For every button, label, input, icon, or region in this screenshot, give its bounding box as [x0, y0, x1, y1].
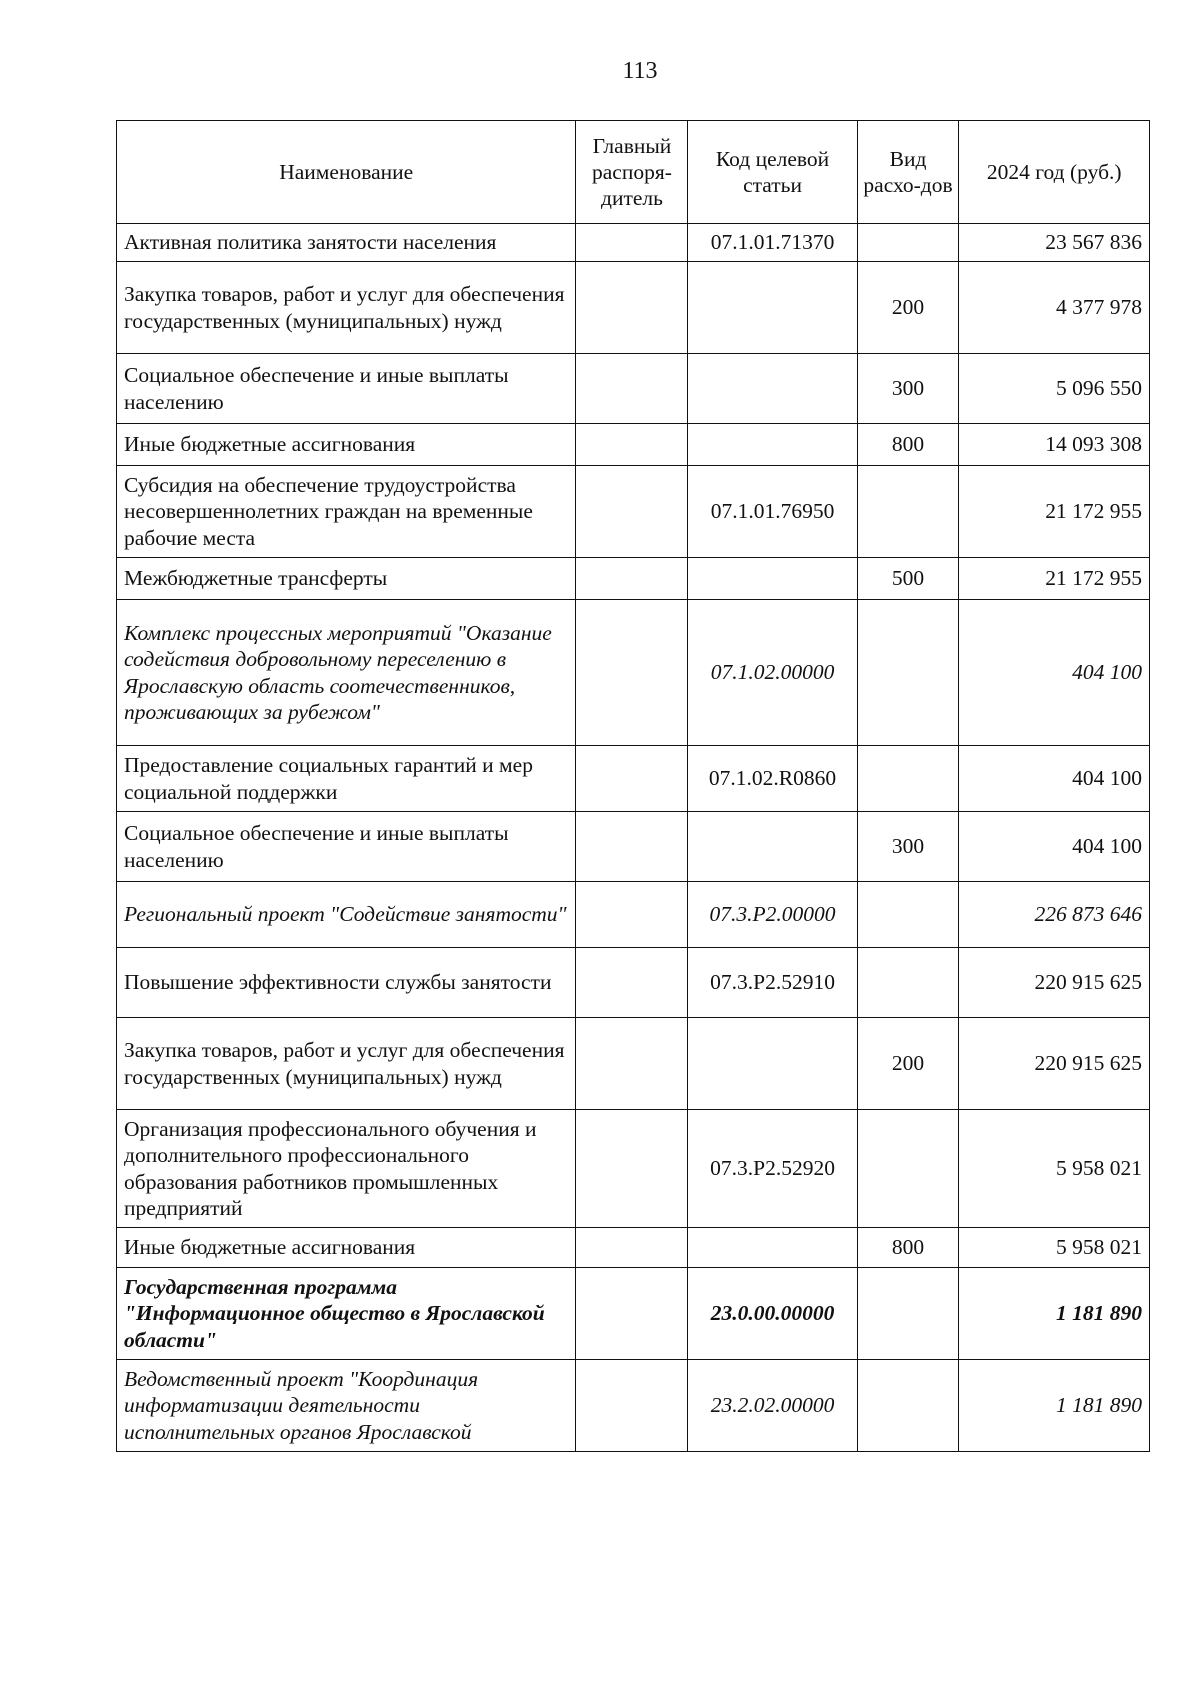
cell-amount: 404 100 — [959, 812, 1150, 882]
table-row — [117, 1110, 1150, 1228]
cell-kind — [857, 466, 959, 558]
cell-name: Повышение эффективности службы занятости — [117, 948, 576, 1018]
table-row — [117, 1018, 1150, 1110]
table-row — [117, 882, 1150, 948]
cell-manager — [576, 882, 688, 948]
budget-table — [116, 120, 1150, 1452]
cell-manager — [576, 1110, 688, 1228]
cell-name: Региональный проект "Содействие занятости" — [117, 882, 576, 948]
cell-code: 07.1.01.71370 — [688, 224, 857, 262]
col-header-code: Код целевой статьи — [688, 121, 857, 224]
table-row — [117, 262, 1150, 354]
cell-code — [688, 262, 857, 354]
table-row — [117, 812, 1150, 882]
cell-amount: 220 915 625 — [959, 1018, 1150, 1110]
cell-name: Иные бюджетные ассигнования — [117, 1228, 576, 1268]
cell-kind — [857, 882, 959, 948]
cell-amount: 220 915 625 — [959, 948, 1150, 1018]
cell-name: Активная политика занятости населения — [117, 224, 576, 262]
cell-amount: 14 093 308 — [959, 424, 1150, 466]
table-row — [117, 746, 1150, 812]
cell-kind: 200 — [857, 1018, 959, 1110]
table-row — [117, 1268, 1150, 1360]
cell-kind — [857, 746, 959, 812]
cell-amount: 23 567 836 — [959, 224, 1150, 262]
table-header-row — [117, 121, 1150, 224]
cell-kind: 200 — [857, 262, 959, 354]
col-header-name: Наименование — [117, 121, 576, 224]
cell-name: Межбюджетные трансферты — [117, 558, 576, 600]
table-row — [117, 466, 1150, 558]
cell-manager — [576, 262, 688, 354]
cell-name: Иные бюджетные ассигнования — [117, 424, 576, 466]
cell-kind: 300 — [857, 354, 959, 424]
cell-name: Закупка товаров, работ и услуг для обеспечения государственных (муниципальных) нужд — [117, 262, 576, 354]
cell-amount: 226 873 646 — [959, 882, 1150, 948]
cell-name: Социальное обеспечение и иные выплаты населению — [117, 354, 576, 424]
table-row — [117, 600, 1150, 746]
table-row — [117, 354, 1150, 424]
cell-name: Социальное обеспечение и иные выплаты населению — [117, 812, 576, 882]
cell-manager — [576, 746, 688, 812]
col-header-kind: Вид расхо-дов — [857, 121, 959, 224]
cell-manager — [576, 948, 688, 1018]
cell-code — [688, 812, 857, 882]
cell-code: 07.3.P2.52920 — [688, 1110, 857, 1228]
cell-manager — [576, 466, 688, 558]
cell-kind: 300 — [857, 812, 959, 882]
table-row — [117, 948, 1150, 1018]
cell-name: Ведомственный проект "Координация информатизации деятельности исполнительных органов Ярославской — [117, 1360, 576, 1452]
cell-code — [688, 1228, 857, 1268]
cell-amount: 21 172 955 — [959, 466, 1150, 558]
cell-kind — [857, 1110, 959, 1228]
cell-kind — [857, 948, 959, 1018]
cell-manager — [576, 558, 688, 600]
cell-kind: 800 — [857, 1228, 959, 1268]
col-header-manager: Главный распоря-дитель — [576, 121, 688, 224]
cell-code — [688, 1018, 857, 1110]
cell-kind: 500 — [857, 558, 959, 600]
cell-amount: 5 096 550 — [959, 354, 1150, 424]
cell-amount: 1 181 890 — [959, 1360, 1150, 1452]
cell-name: Субсидия на обеспечение трудоустройства несовершеннолетних граждан на временные рабочие места — [117, 466, 576, 558]
cell-code — [688, 424, 857, 466]
cell-name: Организация профессионального обучения и дополнительного профессионального образования работников промышленных предприятий — [117, 1110, 576, 1228]
cell-name: Комплекс процессных мероприятий "Оказание содействия добровольному переселению в Ярославскую область соотечественников, проживающих за рубежом" — [117, 600, 576, 746]
table-body — [117, 224, 1150, 1452]
table-row — [117, 1228, 1150, 1268]
cell-manager — [576, 812, 688, 882]
cell-manager — [576, 1268, 688, 1360]
cell-amount: 5 958 021 — [959, 1228, 1150, 1268]
cell-code: 07.1.02.00000 — [688, 600, 857, 746]
cell-code: 23.0.00.00000 — [688, 1268, 857, 1360]
cell-kind — [857, 1360, 959, 1452]
cell-code — [688, 558, 857, 600]
table-row — [117, 1360, 1150, 1452]
page-number: 113 — [622, 58, 658, 84]
cell-manager — [576, 600, 688, 746]
cell-code: 07.1.01.76950 — [688, 466, 857, 558]
cell-kind — [857, 600, 959, 746]
cell-code — [688, 354, 857, 424]
cell-code: 07.3.P2.52910 — [688, 948, 857, 1018]
cell-kind: 800 — [857, 424, 959, 466]
cell-name: Предоставление социальных гарантий и мер социальной поддержки — [117, 746, 576, 812]
cell-manager — [576, 424, 688, 466]
cell-manager — [576, 354, 688, 424]
cell-code: 07.3.P2.00000 — [688, 882, 857, 948]
cell-manager — [576, 1018, 688, 1110]
cell-code: 23.2.02.00000 — [688, 1360, 857, 1452]
cell-name: Государственная программа "Информационное общество в Ярославской области" — [117, 1268, 576, 1360]
cell-manager — [576, 1360, 688, 1452]
cell-amount: 404 100 — [959, 746, 1150, 812]
table-row — [117, 224, 1150, 262]
cell-amount: 1 181 890 — [959, 1268, 1150, 1360]
cell-kind — [857, 224, 959, 262]
cell-manager — [576, 224, 688, 262]
cell-amount: 404 100 — [959, 600, 1150, 746]
cell-name: Закупка товаров, работ и услуг для обеспечения государственных (муниципальных) нужд — [117, 1018, 576, 1110]
col-header-amount: 2024 год (руб.) — [959, 121, 1150, 224]
cell-amount: 5 958 021 — [959, 1110, 1150, 1228]
cell-kind — [857, 1268, 959, 1360]
table-row — [117, 558, 1150, 600]
cell-amount: 21 172 955 — [959, 558, 1150, 600]
table-row — [117, 424, 1150, 466]
cell-amount: 4 377 978 — [959, 262, 1150, 354]
cell-manager — [576, 1228, 688, 1268]
cell-code: 07.1.02.R0860 — [688, 746, 857, 812]
